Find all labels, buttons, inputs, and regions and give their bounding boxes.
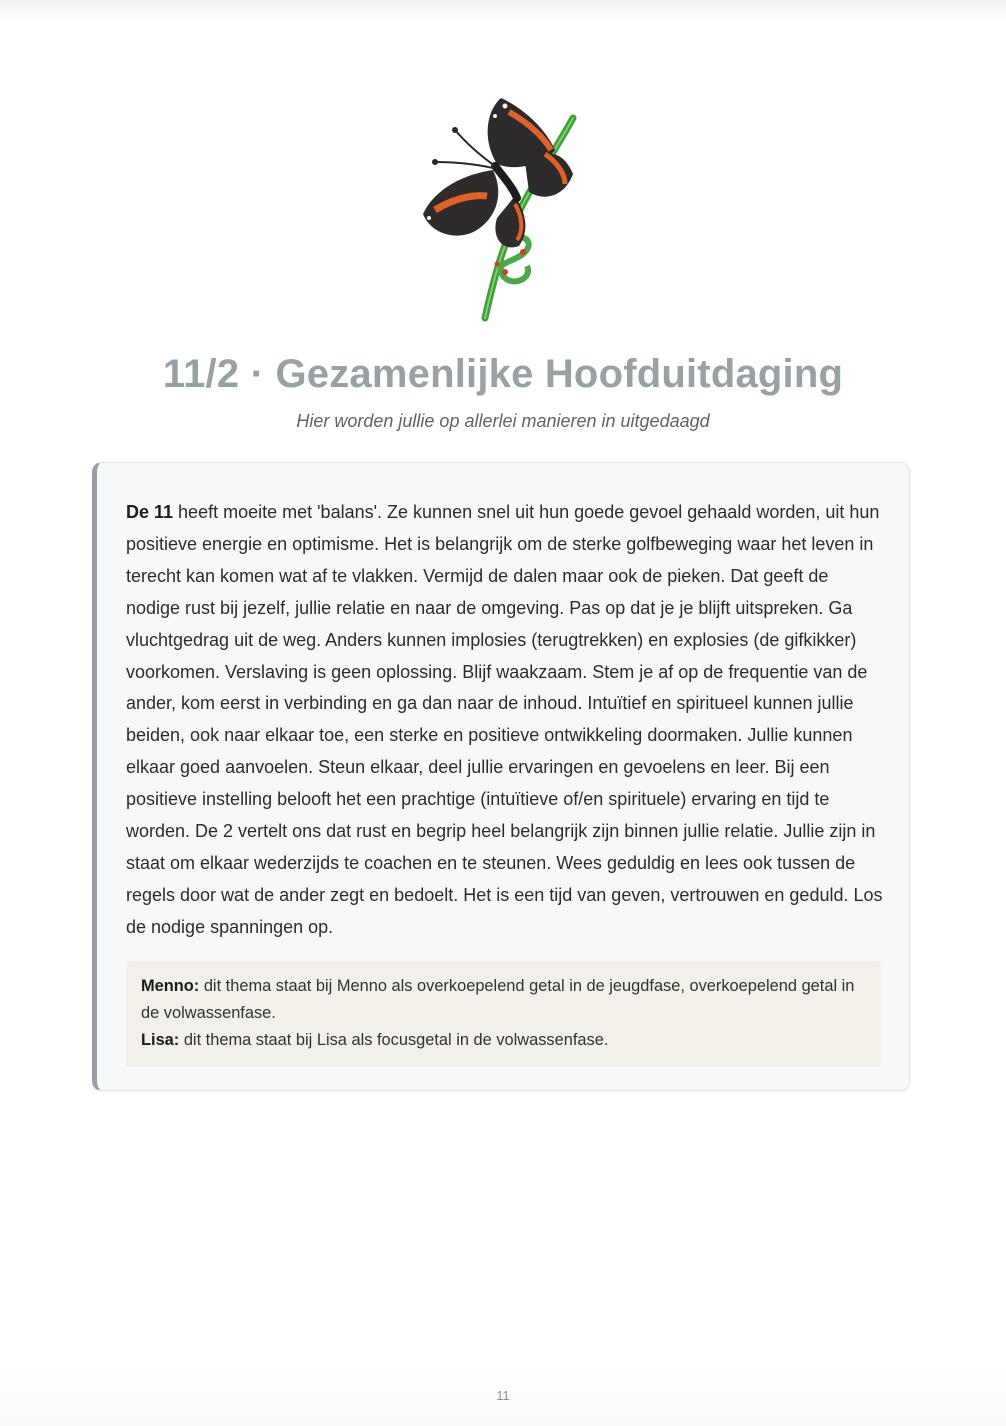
note-menno	[141, 973, 866, 1027]
note-menno-name: Menno:	[141, 977, 200, 995]
note-menno-text: dit thema staat bij Menno als overkoepelend getal in de jeugdfase, overkoepelend getal in de volwassenfase.	[141, 977, 855, 1022]
note-lisa-text: dit thema staat bij Lisa als focusgetal in de volwassenfase.	[179, 1031, 609, 1049]
butterfly-on-stem-icon	[405, 92, 595, 324]
theme-description	[126, 497, 886, 944]
note-lisa-name: Lisa:	[141, 1031, 180, 1049]
theme-text: heeft moeite met 'balans'. Ze kunnen snel uit hun goede gevoel gehaald worden, uit hun positieve energie en optimisme. Het is belangrijk om de sterke golfbeweging waar het leven in terecht kan komen wat af te vlakken. Vermijd de dalen maar ook de pieken. Dat geeft de nodige rust bij jezelf, jullie relatie en naar de omgeving. Pas op dat je je blijft uitspreken. Ga vluchtgedrag uit de weg. Anders kunnen implosies (terugtrekken) en explosies (de gifkikker) voorkomen. Verslaving is geen oplossing. Blijf waakzaam. Stem je af op de frequentie van de ander, kom eerst in verbinding en ga dan naar de inhoud. Intuïtief en spiritueel kunnen jullie beiden, ook naar elkaar toe, een sterke en positieve ontwikkeling doormaken. Jullie kunnen elkaar goed aanvoelen. Steun elkaar, deel jullie ervaringen en gevoelens en leer. Bij een positieve instelling belooft het een prachtige (intuïtieve of/en spirituele) ervaring en tijd te worden. De 2 vertelt ons dat rust en begrip heel belangrijk zijn binnen jullie relatie. Jullie zijn in staat om elkaar wederzijds te coachen en te steunen. Wees geduldig en lees ook tussen de regels door wat de ander zegt en bedoelt. Het is een tijd van geven, vertrouwen en geduld. Los de nodige spanningen op.	[126, 502, 883, 937]
page-subtitle: Hier worden jullie op allerlei manieren in uitgedaagd	[296, 411, 710, 431]
note-lisa	[141, 1027, 866, 1054]
theme-card	[92, 462, 910, 1091]
person-notes	[126, 961, 881, 1067]
page-title: 11/2 · Gezamenlijke Hoofduitdaging	[162, 352, 844, 396]
page-number: 11	[496, 1388, 510, 1403]
theme-lead: De 11	[126, 502, 174, 522]
